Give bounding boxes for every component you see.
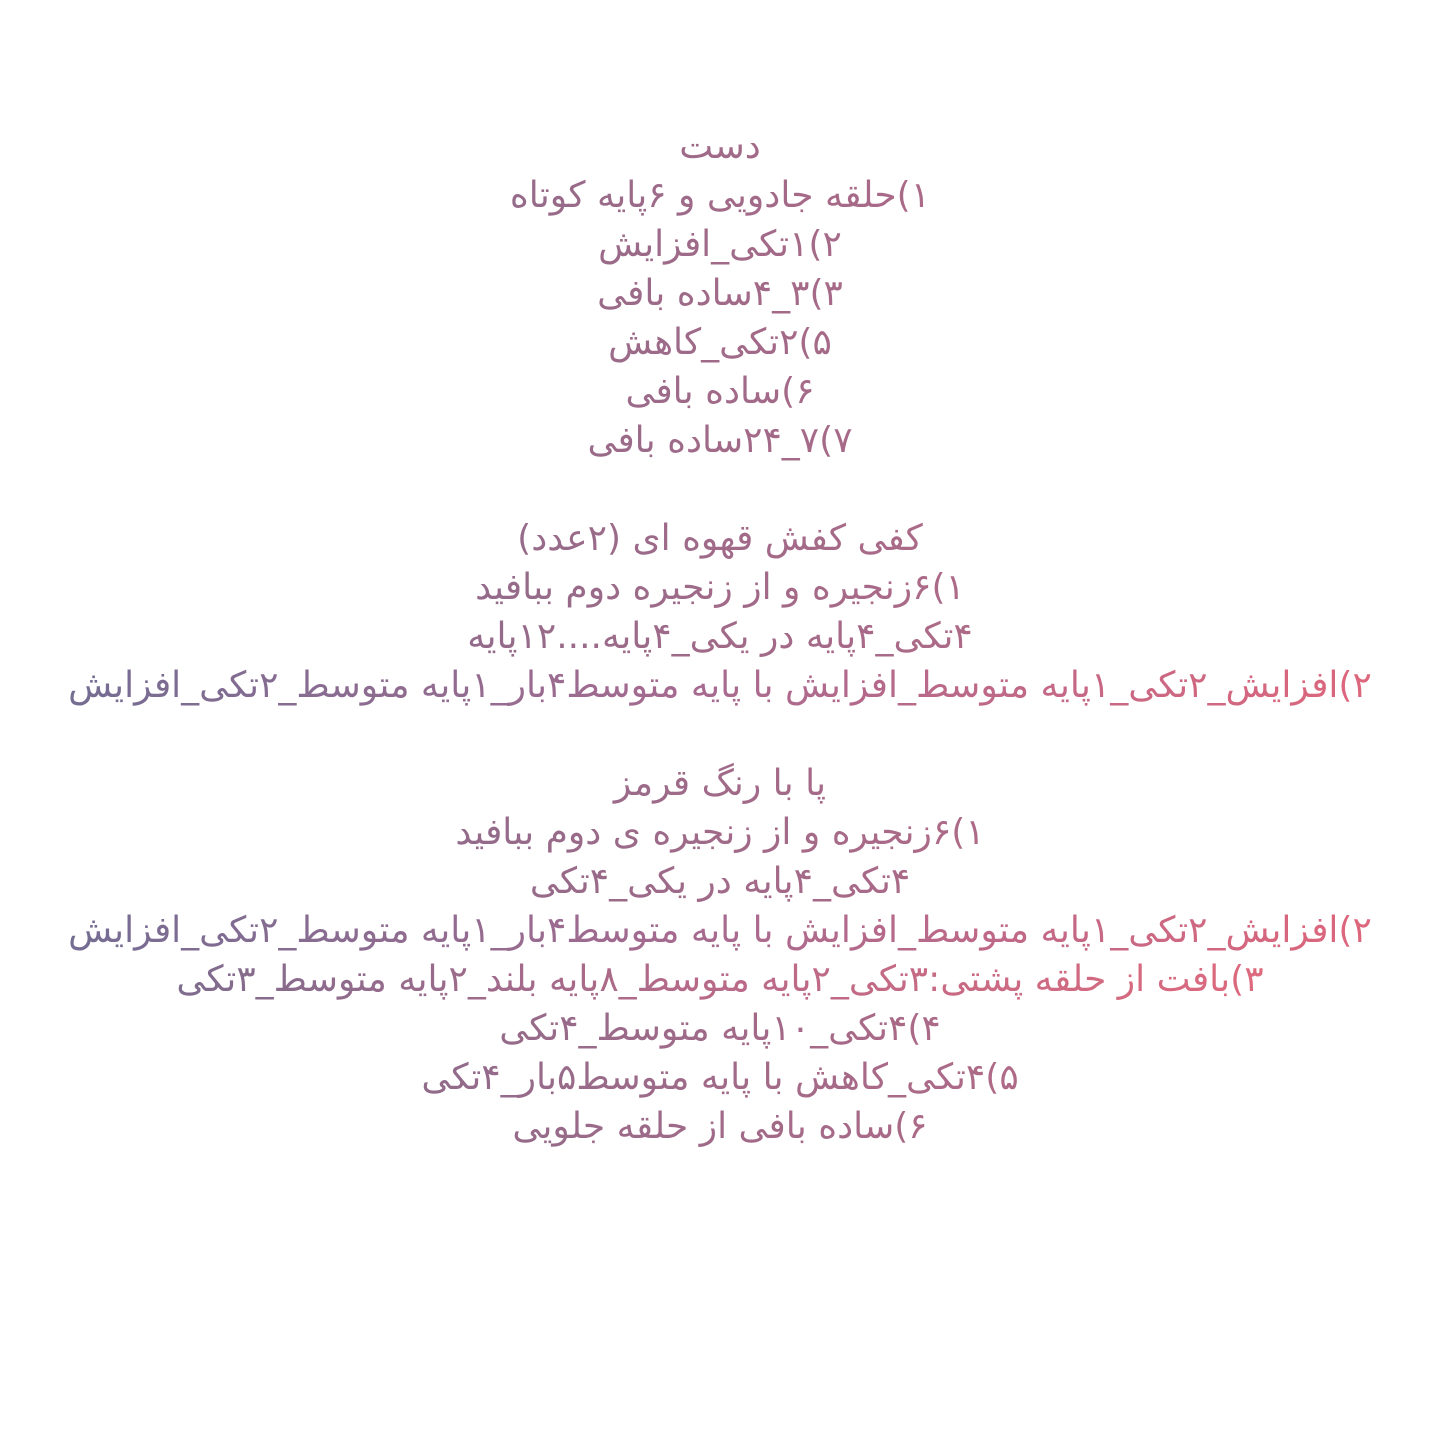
pattern-line: ۱)۶زنجیره و از زنجیره ی دوم ببافید xyxy=(0,808,1440,857)
pattern-line: ۴تکی_۴پایه در یکی_۴پایه....۱۲پایه xyxy=(0,612,1440,661)
pattern-document xyxy=(0,122,1440,1151)
pattern-line: ۷)۷_۲۴ساده بافی xyxy=(0,416,1440,465)
pattern-line: ۵)۴تکی_کاهش با پایه متوسط۵بار_۴تکی xyxy=(0,1053,1440,1102)
pattern-line: ۱)۶زنجیره و از زنجیره دوم ببافید xyxy=(0,563,1440,612)
section-title-leg: پا با رنگ قرمز xyxy=(0,759,1440,808)
section-title-hand: دست xyxy=(0,122,1440,171)
section-sole xyxy=(0,514,1440,710)
section-spacer xyxy=(0,710,1440,759)
pattern-line: ۵)۲تکی_کاهش xyxy=(0,318,1440,367)
pattern-line: ۶)ساده بافی xyxy=(0,367,1440,416)
pattern-line: ۶)ساده بافی از حلقه جلویی xyxy=(0,1102,1440,1151)
pattern-line: ۲)افزایش_۲تکی_۱پایه متوسط_افزایش با پایه متوسط۴بار_۱پایه متوسط_۲تکی_افزایش xyxy=(0,661,1440,710)
pattern-line: ۱)حلقه جادویی و ۶پایه کوتاه xyxy=(0,171,1440,220)
pattern-line: ۲)۱تکی_افزایش xyxy=(0,220,1440,269)
pattern-line: ۳)۳_۴ساده بافی xyxy=(0,269,1440,318)
pattern-line: ۲)افزایش_۲تکی_۱پایه متوسط_افزایش با پایه متوسط۴بار_۱پایه متوسط_۲تکی_افزایش xyxy=(0,906,1440,955)
section-hand xyxy=(0,122,1440,465)
section-spacer xyxy=(0,465,1440,514)
pattern-line: ۳)بافت از حلقه پشتی:۳تکی_۲پایه متوسط_۸پایه بلند_۲پایه متوسط_۳تکی xyxy=(0,955,1440,1004)
section-title-sole: کفی کفش قهوه ای (۲عدد) xyxy=(0,514,1440,563)
section-leg xyxy=(0,759,1440,1151)
pattern-line: ۴)۴تکی_۱۰پایه متوسط_۴تکی xyxy=(0,1004,1440,1053)
pattern-line: ۴تکی_۴پایه در یکی_۴تکی xyxy=(0,857,1440,906)
